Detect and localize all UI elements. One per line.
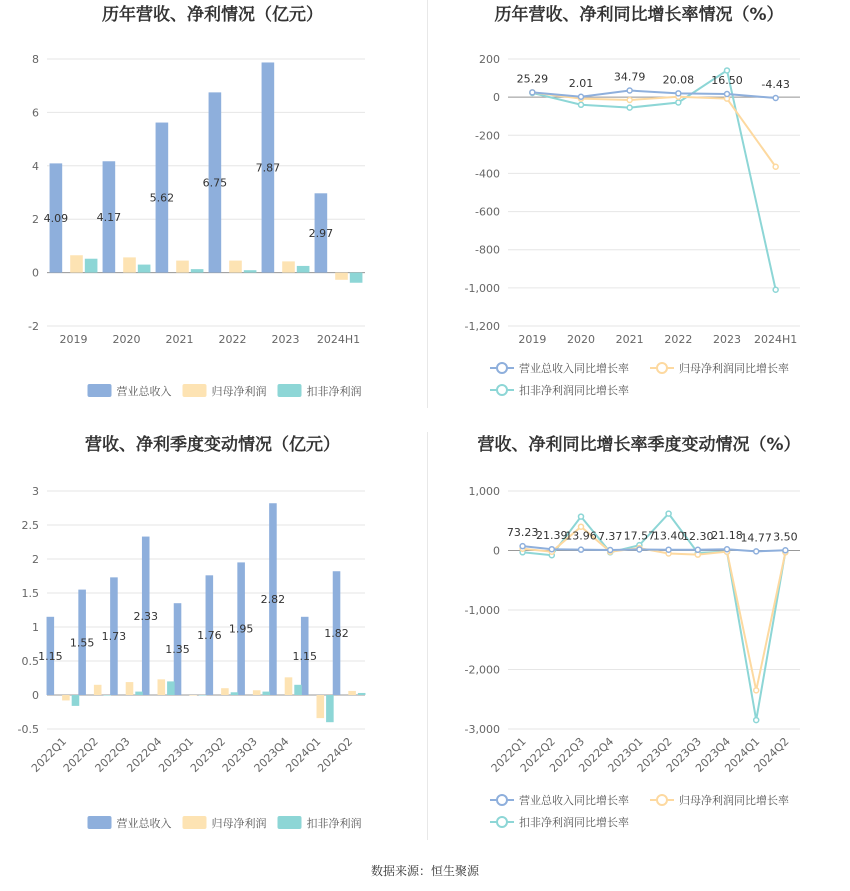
data-label: 3.50 <box>773 530 798 544</box>
bar-net-profit <box>285 677 293 695</box>
bar-net-profit <box>94 685 102 695</box>
x-tick-label: 2022Q3 <box>547 734 588 775</box>
x-tick-label: 2021 <box>615 333 644 346</box>
chart-title: 营收、净利同比增长率季度变动情况（%） <box>477 435 801 455</box>
y-tick-label: 2.5 <box>21 519 39 532</box>
series-point <box>783 548 788 553</box>
data-label: 2.01 <box>568 76 594 90</box>
data-label: 13.40 <box>652 529 685 543</box>
y-tick-label: -1,200 <box>464 320 500 333</box>
chart-title: 历年营收、净利同比增长率情况（%） <box>494 5 784 25</box>
legend-swatch <box>88 816 112 829</box>
y-tick-label: 2 <box>32 213 39 227</box>
series-point <box>637 547 642 552</box>
x-tick-label: 2024H1 <box>316 333 361 346</box>
annual-growth-svg <box>428 0 850 408</box>
series-line-deducted-profit <box>523 514 786 720</box>
x-tick-label: 2023Q2 <box>634 734 675 775</box>
y-tick-label: -600 <box>475 205 500 219</box>
data-label: 2.97 <box>308 226 334 240</box>
data-label: 1.95 <box>228 622 254 636</box>
x-tick-label: 2022Q4 <box>576 734 617 775</box>
bar-deducted-profit <box>167 681 175 695</box>
series-point <box>579 102 584 107</box>
bar-deducted-profit <box>103 695 111 696</box>
legend-marker <box>657 795 667 805</box>
series-line-deducted-profit <box>532 70 775 289</box>
series-point <box>530 90 535 95</box>
y-tick-label: 200 <box>479 53 500 66</box>
bar-net-profit <box>189 695 197 696</box>
bar-deducted-profit <box>294 685 302 695</box>
x-tick-label: 2024Q2 <box>315 734 356 775</box>
legend-label: 扣非净利润同比增长率 <box>519 816 629 829</box>
series-point <box>520 544 525 549</box>
data-label: 1.35 <box>165 643 190 657</box>
legend-label: 营业总收入 <box>116 817 172 830</box>
series-point <box>608 548 613 553</box>
x-tick-label: 2022Q1 <box>488 734 529 775</box>
data-label: 20.08 <box>662 73 695 87</box>
chart-title: 营收、净利季度变动情况（亿元） <box>85 435 340 455</box>
series-point <box>666 511 671 516</box>
quarterly-amount-chart <box>0 430 425 845</box>
bar-deducted-profit <box>244 270 257 272</box>
y-tick-label: -2,000 <box>464 663 500 677</box>
data-source-note: 数据来源：恒生聚源 <box>370 864 479 878</box>
y-tick-label: -0.5 <box>17 723 39 736</box>
bar-net-profit <box>221 688 229 695</box>
data-label: 34.79 <box>613 70 646 84</box>
data-label: 21.39 <box>536 529 568 543</box>
legend-label: 营业总收入同比增长率 <box>519 794 629 807</box>
x-tick-label: 2023 <box>271 333 300 346</box>
bar-deducted-profit <box>72 695 80 706</box>
x-tick-label: 2022 <box>664 333 693 346</box>
x-tick-label: 2022Q1 <box>28 734 70 775</box>
bar-net-profit <box>282 261 295 272</box>
series-point <box>666 547 671 552</box>
quarterly-growth-svg <box>428 430 850 845</box>
series-point <box>695 547 700 552</box>
series-point <box>579 94 584 99</box>
legend-swatch <box>278 816 302 829</box>
bar-net-profit <box>70 255 83 272</box>
data-label: 6.75 <box>202 176 228 190</box>
series-point <box>579 524 584 529</box>
bar-deducted-profit <box>135 692 143 695</box>
bar-net-profit <box>348 691 356 695</box>
legend-marker <box>657 363 667 373</box>
y-tick-label: 6 <box>32 106 39 120</box>
data-label: 73.23 <box>506 526 539 540</box>
x-tick-label: 2023Q4 <box>693 734 734 775</box>
bar-deducted-profit <box>138 265 151 273</box>
x-tick-label: 2019 <box>518 333 547 346</box>
series-point <box>725 91 730 96</box>
data-label: 4.17 <box>96 210 122 224</box>
series-point <box>676 91 681 96</box>
bar-net-profit <box>253 690 261 695</box>
data-label: 1.15 <box>38 649 63 663</box>
data-label: 4.09 <box>43 211 69 225</box>
x-tick-label: 2022Q3 <box>92 734 133 775</box>
data-label: 5.62 <box>149 191 175 205</box>
series-point <box>725 547 730 552</box>
legend-marker <box>497 795 507 805</box>
bar-net-profit <box>126 682 134 695</box>
y-tick-label: -800 <box>475 243 500 257</box>
x-tick-label: 2022Q2 <box>60 734 101 775</box>
data-label: 12.30 <box>682 529 714 543</box>
legend-swatch <box>183 816 207 829</box>
y-tick-label: -200 <box>475 129 500 143</box>
series-point <box>754 549 759 554</box>
chart-title: 历年营收、净利情况（亿元） <box>102 5 323 25</box>
series-point <box>549 547 554 552</box>
y-tick-label: 1.5 <box>21 587 39 600</box>
x-tick-label: 2019 <box>59 333 88 346</box>
data-label: -4.43 <box>761 77 790 91</box>
bar-net-profit <box>158 679 166 695</box>
bar-deducted-profit <box>262 692 270 695</box>
y-tick-label: -2 <box>28 320 39 333</box>
bar-deducted-profit <box>358 693 366 695</box>
data-label: 1.55 <box>69 636 95 650</box>
data-label: 7.87 <box>255 161 281 175</box>
data-label: 7.37 <box>597 530 623 544</box>
x-tick-label: 2024Q1 <box>722 734 763 775</box>
data-label: 1.73 <box>101 630 127 644</box>
x-tick-label: 2023Q3 <box>219 734 260 775</box>
series-point <box>676 100 681 105</box>
x-tick-label: 2022Q2 <box>517 734 558 775</box>
x-tick-label: 2024Q2 <box>751 734 792 775</box>
legend-label: 归母净利润 <box>211 385 267 398</box>
x-tick-label: 2023Q1 <box>156 734 197 775</box>
series-point <box>773 287 778 292</box>
y-tick-label: 0.5 <box>21 655 39 668</box>
quarterly-amount-svg <box>0 430 425 845</box>
x-tick-label: 2022 <box>218 333 247 346</box>
data-label: 1.76 <box>197 629 222 643</box>
bar-net-profit <box>335 273 348 280</box>
series-point <box>754 688 759 693</box>
x-tick-label: 2023Q2 <box>187 734 229 775</box>
y-tick-label: 4 <box>32 159 39 173</box>
data-label: 16.50 <box>711 73 743 87</box>
y-tick-label: 2 <box>32 553 39 566</box>
legend-label: 扣非净利润 <box>306 385 362 398</box>
y-tick-label: -1,000 <box>464 281 500 295</box>
y-tick-label: 0 <box>32 266 39 280</box>
legend-marker <box>497 817 507 827</box>
bar-net-profit <box>123 257 136 272</box>
data-label: 13.96 <box>565 529 597 543</box>
x-tick-label: 2024H1 <box>754 333 798 346</box>
x-tick-label: 2022Q4 <box>124 734 165 775</box>
x-tick-label: 2020 <box>567 333 595 346</box>
data-label: 1.82 <box>324 627 349 641</box>
y-tick-label: 0 <box>493 91 500 105</box>
legend-label: 营业总收入同比增长率 <box>519 362 629 375</box>
series-point <box>579 547 584 552</box>
y-tick-label: 0 <box>493 544 500 558</box>
legend-marker <box>497 385 507 395</box>
legend-swatch <box>88 384 112 397</box>
y-tick-label: -400 <box>475 167 500 181</box>
annual-growth-chart <box>428 0 850 408</box>
bar-deducted-profit <box>199 695 207 696</box>
legend-swatch <box>278 384 302 397</box>
bar-deducted-profit <box>350 273 363 283</box>
series-point <box>754 718 759 723</box>
x-tick-label: 2020 <box>112 333 141 346</box>
bar-deducted-profit <box>191 269 204 272</box>
legend-marker <box>497 363 507 373</box>
y-tick-label: 8 <box>32 53 39 66</box>
y-tick-label: 1,000 <box>468 485 500 498</box>
legend-label: 归母净利润同比增长率 <box>679 794 789 807</box>
legend-label: 扣非净利润 <box>306 817 362 830</box>
series-point <box>627 88 632 93</box>
legend-label: 扣非净利润同比增长率 <box>519 384 629 397</box>
data-label: 17.57 <box>623 529 656 543</box>
legend-label: 归母净利润同比增长率 <box>679 362 789 375</box>
x-tick-label: 2023 <box>713 333 741 346</box>
bar-net-profit <box>62 695 70 700</box>
bar-net-profit <box>317 695 325 718</box>
series-point <box>773 164 778 169</box>
legend-label: 营业总收入 <box>116 385 172 398</box>
bar-deducted-profit <box>297 266 310 273</box>
x-tick-label: 2021 <box>165 333 194 346</box>
quarterly-growth-chart <box>428 430 850 845</box>
x-tick-label: 2023Q3 <box>663 734 704 775</box>
bar-deducted-profit <box>326 695 334 722</box>
data-label: 21.18 <box>711 529 743 543</box>
annual-amount-svg <box>0 0 425 408</box>
y-tick-label: 3 <box>32 485 39 498</box>
legend-label: 归母净利润 <box>211 817 267 830</box>
data-label: 14.77 <box>740 531 772 545</box>
x-tick-label: 2023Q4 <box>251 734 292 775</box>
legend-swatch <box>183 384 207 397</box>
y-tick-label: 0 <box>32 689 39 702</box>
bar-net-profit <box>176 261 189 273</box>
data-label: 1.15 <box>292 649 317 663</box>
series-point <box>579 514 584 519</box>
x-tick-label: 2024Q1 <box>283 734 324 775</box>
bar-deducted-profit <box>231 692 239 695</box>
annual-amount-chart <box>0 0 425 408</box>
data-label: 2.82 <box>260 593 286 607</box>
y-tick-label: 1 <box>32 621 39 634</box>
y-tick-label: -3,000 <box>464 723 500 736</box>
bar-net-profit <box>229 261 242 273</box>
series-point <box>725 68 730 73</box>
series-point <box>627 98 632 103</box>
data-label: 25.29 <box>516 72 549 86</box>
y-tick-label: -1,000 <box>464 604 500 617</box>
x-tick-label: 2023Q1 <box>605 734 646 775</box>
series-point <box>627 105 632 110</box>
series-point <box>773 95 778 100</box>
data-label: 2.33 <box>133 609 158 623</box>
bar-deducted-profit <box>85 259 98 273</box>
